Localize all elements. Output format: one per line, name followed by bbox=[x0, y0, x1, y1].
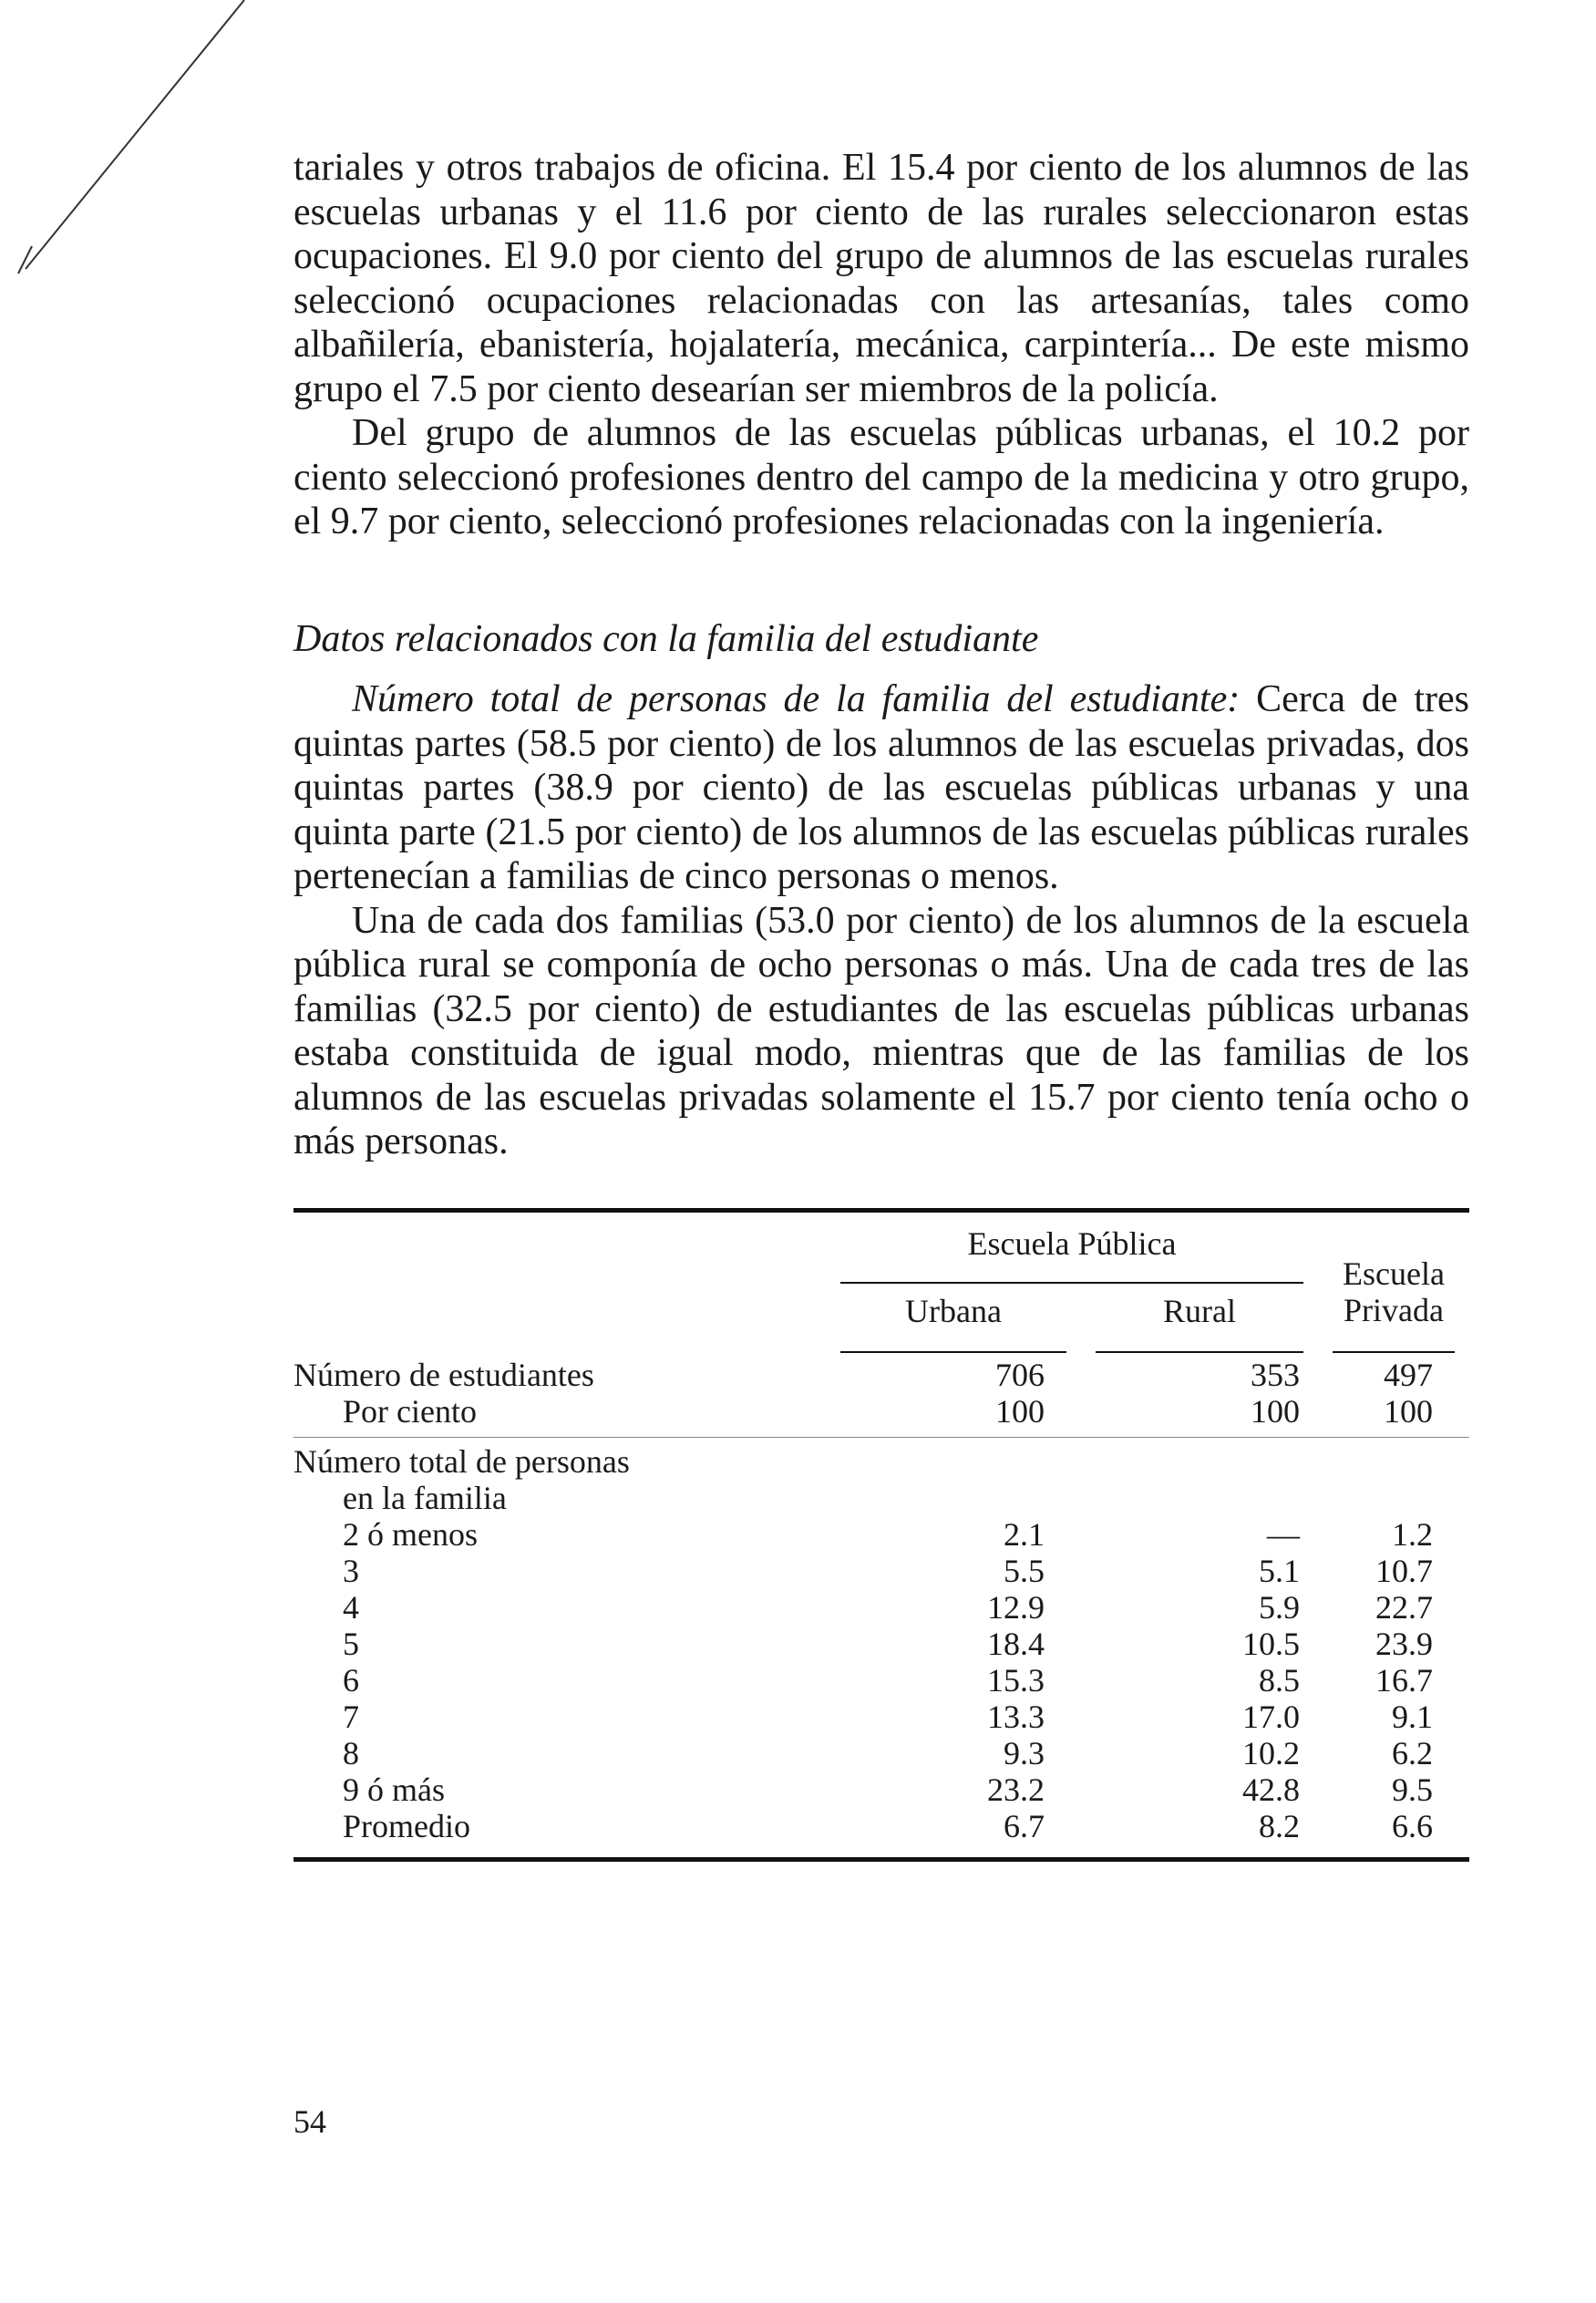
paragraph-3-body: Cerca de tres quintas partes (58.5 por ciento) de los alumnos de las escuelas privadas, dos quintas partes (38.9 por ciento) de las escuelas públicas urbanas y una quinta parte (21.5 por ciento) de los alumnos de las escuelas públicas rurales pertenecían a familias de cinco personas o menos. bbox=[293, 678, 1469, 897]
paragraph-4: Una de cada dos familias (53.0 por ciento) de los alumnos de la escuela pública rural se componía de ocho personas o más. Una de cada tres de las familias (32.5 por ciento) de estudiantes de las escuelas públicas urbanas estaba constituida de igual modo, mientras que de las familias de los alumnos de las escuelas privadas solamente el 15.7 por ciento tenía ocho o más personas. bbox=[293, 899, 1469, 1162]
page-number: 54 bbox=[293, 2103, 326, 2140]
table-section-label: en la familia bbox=[343, 1479, 507, 1516]
header-urbana: Urbana bbox=[905, 1292, 1002, 1329]
paragraph-1: tariales y otros trabajos de oficina. El 15.4 por ciento de los alumnos de las escuelas urbanas y el 11.6 por ciento de las rurales seleccionaron estas ocupaciones. El 9.0 por ciento del grupo de alumnos de las escuelas rurales seleccionó ocupaciones relacionadas con las artesanías, tales como albañilería, ebanistería, hojalatería, mecánica, carpintería... De este mismo grupo el 7.5 por ciento desearían ser miembros de la policía. bbox=[293, 147, 1469, 410]
header-escuela-privada: Escuela Privada bbox=[1343, 1255, 1445, 1328]
table-section-label: Número total de personas bbox=[293, 1442, 630, 1480]
family-size-table bbox=[293, 1208, 1469, 1862]
paragraph-3-lead: Número total de personas de la familia del estudiante: bbox=[352, 678, 1241, 720]
table-row: 6 15.3 8.5 16.7 bbox=[343, 1661, 1433, 1699]
table-row: 2 ó menos 2.1 — 1.2 bbox=[343, 1515, 1433, 1553]
scan-artifact-line bbox=[0, 0, 273, 292]
table-row: 5 18.4 10.5 23.9 bbox=[343, 1625, 1433, 1662]
table-row: 7 13.3 17.0 9.1 bbox=[343, 1698, 1433, 1735]
table-row: 9 ó más 23.2 42.8 9.5 bbox=[343, 1771, 1433, 1808]
table-row: 8 9.3 10.2 6.2 bbox=[343, 1734, 1433, 1771]
table-bottom-rule bbox=[293, 1857, 1469, 1862]
header-escuela-publica: Escuela Pública bbox=[826, 1213, 1318, 1284]
table-row: Por ciento 100 100 100 bbox=[343, 1392, 1433, 1430]
table-row: 4 12.9 5.9 22.7 bbox=[343, 1588, 1433, 1626]
table-row: Promedio 6.7 8.2 6.6 bbox=[343, 1807, 1433, 1844]
header-rural: Rural bbox=[1163, 1292, 1236, 1329]
table-row: 3 5.5 5.1 10.7 bbox=[343, 1552, 1433, 1589]
document-page bbox=[293, 146, 1469, 1862]
section-title: Datos relacionados con la familia del estudiante bbox=[293, 617, 1039, 660]
table-row: Número de estudiantes 706 353 497 bbox=[293, 1356, 1433, 1393]
paragraph-2: Del grupo de alumnos de las escuelas públicas urbanas, el 10.2 por ciento seleccionó profesiones dentro del campo de la medicina y otro grupo, el 9.7 por ciento, seleccionó profesiones relacionadas con la ingeniería. bbox=[293, 412, 1469, 542]
paragraph-3 bbox=[293, 677, 1469, 899]
